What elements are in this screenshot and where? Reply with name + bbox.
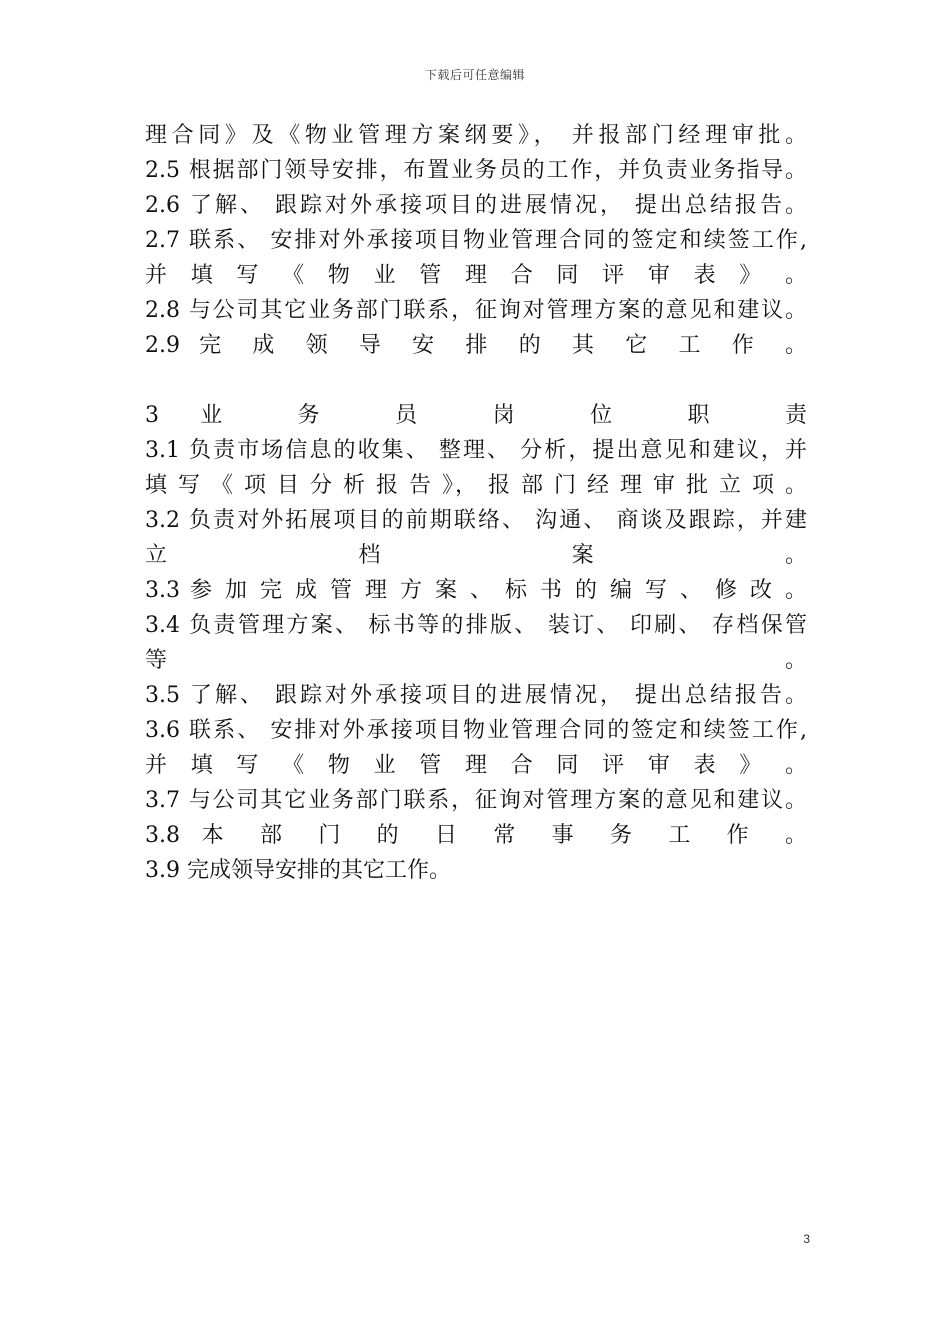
document-body xyxy=(145,118,807,888)
text-line: 理合同》及《物业管理方案纲要》， 并报部门经理审批。 xyxy=(145,123,807,148)
text-line: 2.6 了解、 跟踪对外承接项目的进展情况， 提出总结报告。 xyxy=(145,193,807,218)
text-line: 3.6 联系、 安排对外承接项目物业管理合同的签定和续签工作, xyxy=(145,718,807,743)
text-line: 立 档 案 。 xyxy=(145,543,807,568)
text-line: 3.3 参 加 完 成 管 理 方 案 、 标 书 的 编 写 、 修 改 。 xyxy=(145,578,807,603)
text-line: 3.1 负责市场信息的收集、 整理、 分析，提出意见和建议，并 xyxy=(145,438,807,463)
blank-line xyxy=(145,363,807,398)
text-line: 等 。 xyxy=(145,648,807,673)
page-number: 3 xyxy=(803,1232,810,1246)
text-line: 2.5 根据部门领导安排，布置业务员的工作，并负责业务指导。 xyxy=(145,158,807,183)
text-line: 3.5 了解、 跟踪对外承接项目的进展情况， 提出总结报告。 xyxy=(145,683,807,708)
text-line: 2.7 联系、 安排对外承接项目物业管理合同的签定和续签工作, xyxy=(145,228,807,253)
section-heading: 3 业 务 员 岗 位 职 责 xyxy=(145,403,807,428)
text-line: 并 填 写 《 物 业 管 理 合 同 评 审 表 》 。 xyxy=(145,263,807,288)
text-line: 填 写 《 项 目 分 析 报 告 》， 报 部 门 经 理 审 批 立 项 。 xyxy=(145,473,807,498)
page-header: 下载后可任意编辑 xyxy=(424,68,525,82)
text-line: 3.2 负责对外拓展项目的前期联络、 沟通、 商谈及跟踪，并建 xyxy=(145,508,807,533)
text-line: 3.8 本 部 门 的 日 常 事 务 工 作 。 xyxy=(145,823,807,848)
text-line: 3.4 负责管理方案、 标书等的排版、 装订、 印刷、 存档保管 xyxy=(145,613,807,638)
text-line: 并 填 写 《 物 业 管 理 合 同 评 审 表 》 。 xyxy=(145,753,807,778)
text-line: 2.9 完 成 领 导 安 排 的 其 它 工 作 。 xyxy=(145,333,807,358)
text-line: 3.7 与公司其它业务部门联系，征询对管理方案的意见和建议。 xyxy=(145,788,807,813)
text-line: 3.9 完成领导安排的其它工作。 xyxy=(145,858,451,883)
text-line: 2.8 与公司其它业务部门联系，征询对管理方案的意见和建议。 xyxy=(145,298,807,323)
